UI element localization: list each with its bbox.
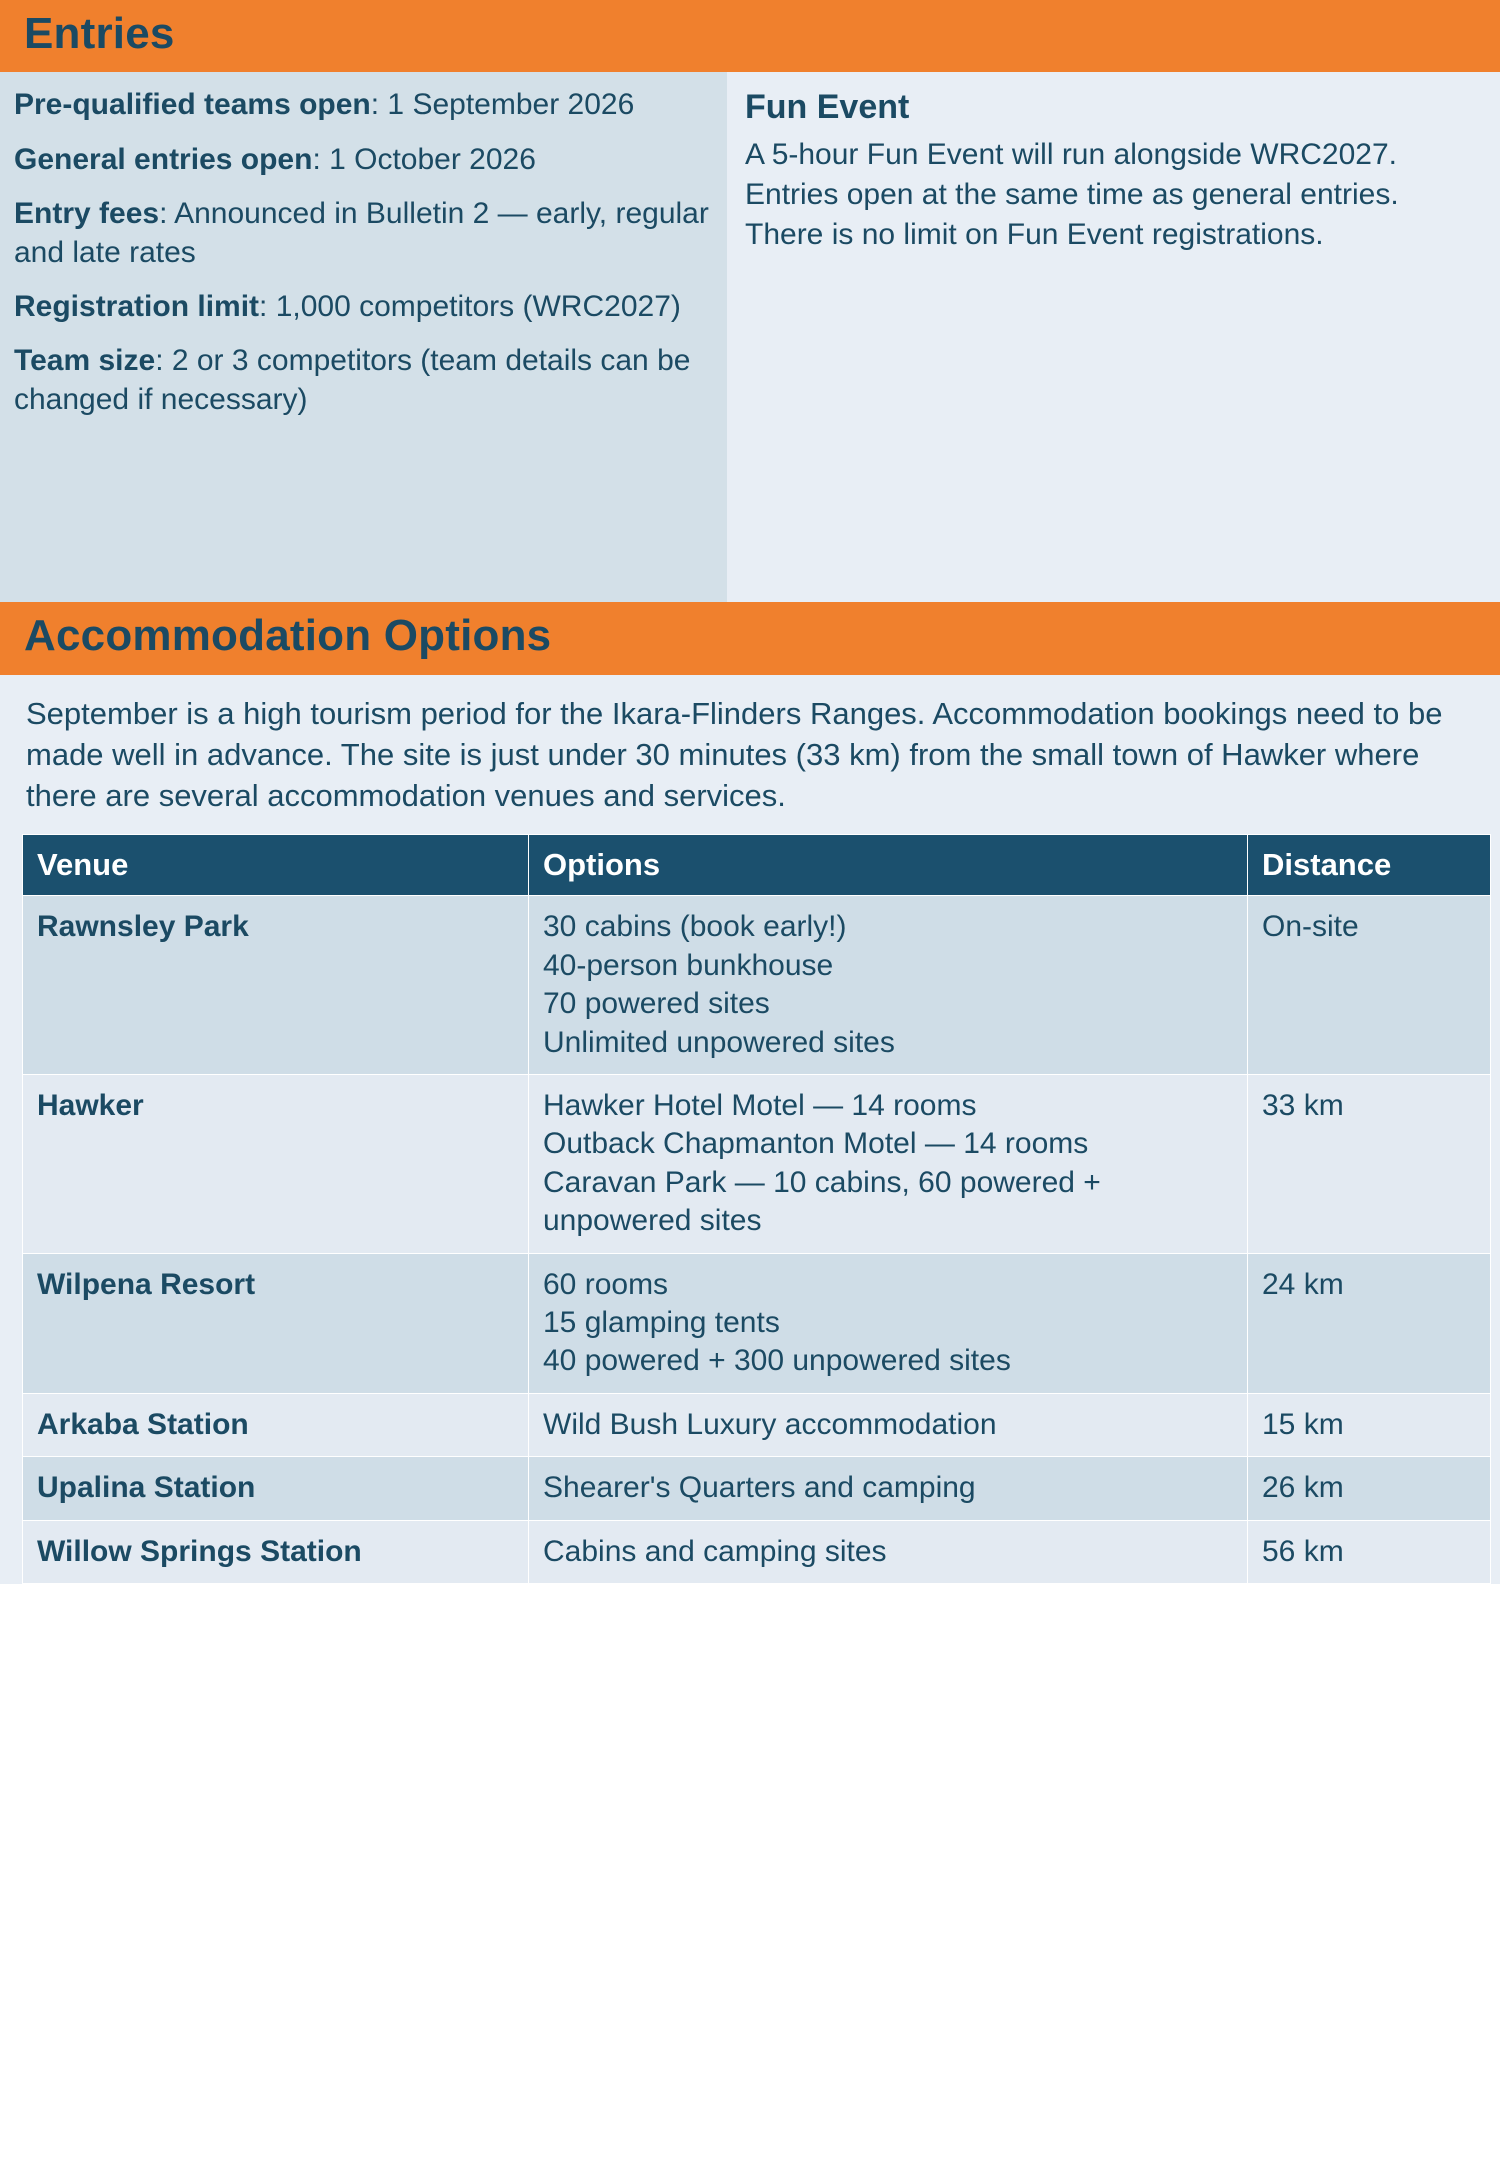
option-line: 60 rooms	[543, 1267, 669, 1301]
cell-options	[529, 1393, 1248, 1456]
entry-item-value: : 2 or 3 competitors (team details can be changed if necessary)	[14, 344, 691, 416]
option-line: Unlimited unpowered sites	[543, 1025, 895, 1059]
cell-distance: 24 km	[1248, 1253, 1491, 1393]
accommodation-intro-text: September is a high tourism period for the Ikara-Flinders Ranges. Accommodation bookings need to be made well in advance. The site is just under 30 minutes (33 km) from the small town of Hawker where there are several accommodation venues and services.	[26, 695, 1443, 814]
table-row	[23, 896, 1491, 1075]
cell-distance: 15 km	[1248, 1393, 1491, 1456]
table-head	[23, 835, 1491, 896]
entry-item-registration-limit	[14, 288, 709, 326]
table-body	[23, 896, 1491, 1583]
cell-venue: Willow Springs Station	[23, 1520, 529, 1583]
option-line: 15 glamping tents	[543, 1305, 780, 1339]
entry-item-value: : 1,000 competitors (WRC2027)	[259, 289, 681, 323]
table-header-venue: Venue	[23, 835, 529, 896]
accommodation-section-header	[0, 602, 1500, 674]
entry-item-label: Team size	[14, 344, 156, 378]
cell-distance: On-site	[1248, 896, 1491, 1075]
entry-item-general-entries	[14, 141, 709, 179]
entries-section-header	[0, 0, 1500, 72]
cell-options	[529, 1075, 1248, 1254]
accommodation-table	[22, 834, 1491, 1583]
cell-options	[529, 1520, 1248, 1583]
entry-item-pre-qualified	[14, 86, 709, 124]
table-row	[23, 1393, 1491, 1456]
accommodation-content	[0, 675, 1500, 1584]
table-row	[23, 1457, 1491, 1520]
cell-options	[529, 896, 1248, 1075]
cell-venue: Hawker	[23, 1075, 529, 1254]
fun-event-body: A 5-hour Fun Event will run alongside WRC2027. Entries open at the same time as general entries. There is no limit on Fun Event registrations.	[745, 138, 1399, 251]
entry-item-value: : Announced in Bulletin 2 — early, regular and late rates	[14, 197, 709, 269]
option-line: Hawker Hotel Motel — 14 rooms	[543, 1089, 977, 1122]
option-line: 40 powered + 300 unpowered sites	[543, 1344, 1011, 1378]
entry-item-label: General entries open	[14, 142, 313, 176]
option-line: 30 cabins (book early!)	[543, 910, 847, 944]
cell-options	[529, 1457, 1248, 1520]
option-line: Caravan Park — 10 cabins, 60 powered + unpowered sites	[543, 1165, 1101, 1238]
cell-options	[529, 1253, 1248, 1393]
option-line: 40-person bunkhouse	[543, 948, 834, 982]
cell-venue: Rawnsley Park	[23, 896, 529, 1075]
entry-item-entry-fees	[14, 195, 709, 272]
entry-item-team-size	[14, 342, 709, 419]
option-line: 70 powered sites	[543, 987, 770, 1021]
table-header-distance: Distance	[1248, 835, 1491, 896]
cell-distance: 56 km	[1248, 1520, 1491, 1583]
cell-distance: 26 km	[1248, 1457, 1491, 1520]
table-header-options: Options	[529, 835, 1248, 896]
table-header-row	[23, 835, 1491, 896]
entry-item-value: : 1 October 2026	[312, 142, 536, 176]
fun-event-panel	[727, 72, 1500, 602]
entries-section-title: Entries	[24, 9, 175, 58]
cell-venue: Wilpena Resort	[23, 1253, 529, 1393]
entries-content	[0, 72, 1500, 602]
cell-venue: Upalina Station	[23, 1457, 529, 1520]
option-line: Cabins and camping sites	[543, 1534, 887, 1568]
table-row	[23, 1253, 1491, 1393]
cell-venue: Arkaba Station	[23, 1393, 529, 1456]
table-row	[23, 1520, 1491, 1583]
cell-distance: 33 km	[1248, 1075, 1491, 1254]
option-line: Outback Chapmanton Motel — 14 rooms	[543, 1127, 1089, 1161]
option-line: Wild Bush Luxury accommodation	[543, 1407, 997, 1441]
entry-item-label: Entry fees	[14, 197, 160, 231]
entry-item-label: Pre-qualified teams open	[14, 88, 371, 122]
entry-item-label: Registration limit	[14, 289, 260, 323]
entries-details-panel	[0, 72, 727, 602]
fun-event-title: Fun Event	[745, 88, 910, 127]
option-line: Shearer's Quarters and camping	[543, 1471, 976, 1505]
table-row	[23, 1075, 1491, 1254]
accommodation-section-title: Accommodation Options	[24, 611, 552, 661]
entry-item-value: : 1 September 2026	[370, 88, 635, 122]
